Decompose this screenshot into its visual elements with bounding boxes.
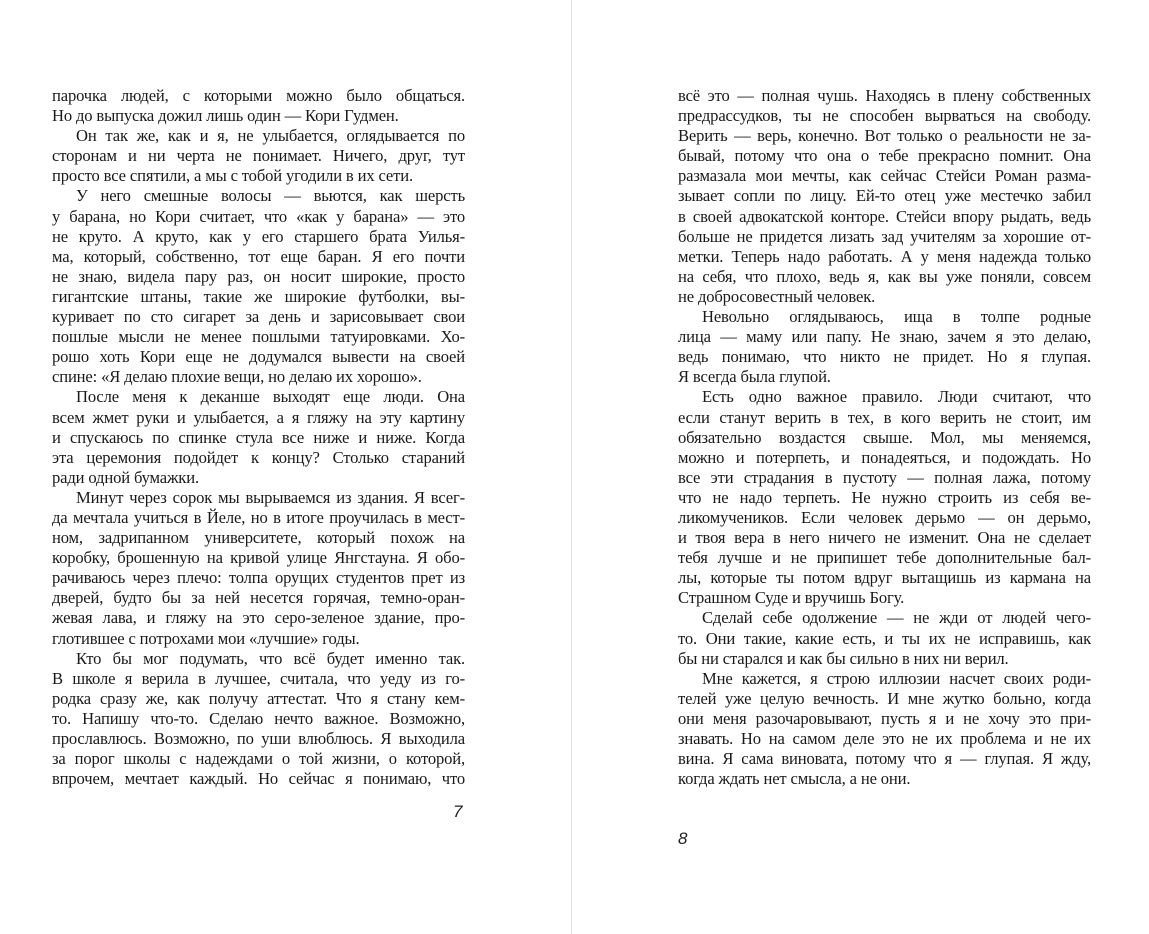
text-line: парочка людей, с которыми можно было общаться. <box>52 86 465 105</box>
text-line: Я всегда была глупой. <box>678 367 831 387</box>
paragraph <box>678 387 1091 608</box>
paragraph <box>52 86 465 126</box>
text-line: они меня разочаровывают, пусть я и не хочу это при- <box>678 708 1091 728</box>
paragraph <box>52 387 465 487</box>
right-page-text <box>678 86 1091 789</box>
text-line: В школе я верила в лучшее, считала, что уеду из го- <box>52 668 465 688</box>
text-line: бы ни старался и как бы сильно в них ни верил. <box>678 648 1009 668</box>
paragraph <box>52 126 465 186</box>
text-line: Кто бы мог подумать, что всё будет именно так. <box>76 648 465 668</box>
text-line: бывай, потому что она о тебе прекрасно помнит. Она <box>678 146 1091 166</box>
text-line: не добросовестный человек. <box>678 286 876 306</box>
text-line: что не надо терпеть. Не нужно строить из себя ве- <box>678 487 1091 507</box>
text-line: ради одной бумажки. <box>52 467 199 487</box>
text-line: в своей адвокатской конторе. Стейси впору рыдать, ведь <box>678 206 1091 226</box>
text-line: и спускаюсь по спинке стула все ниже и ниже. Когда <box>52 427 465 447</box>
text-line: рошо хоть Кори еще не додумался вывести на своей <box>52 347 465 367</box>
text-line: Страшном Суде и вручишь Богу. <box>678 588 905 608</box>
text-line: Мне кажется, я строю иллюзии насчет своих роди- <box>702 668 1091 688</box>
text-line: куривает по сто сигарет за день и зарисовывает свои <box>52 307 465 327</box>
text-line: просто все спятили, а мы с тобой угодили в их сети. <box>52 166 413 186</box>
text-line: эта церемония подойдет к концу? Столько стараний <box>52 447 465 467</box>
text-line: сторонам и ни черта не понимает. Ничего, друг, тут <box>52 146 465 166</box>
text-line: все эти страдания в пустоту — полная лажа, потому <box>678 467 1091 487</box>
text-line: рачиваюсь через плечо: толпа орущих студентов прет из <box>52 568 465 588</box>
text-line: Но до выпуска дожил лишь один — Кори Гудмен. <box>52 106 399 126</box>
left-page-text <box>52 86 465 789</box>
text-line: Есть одно важное правило. Люди считают, что <box>702 387 1091 407</box>
text-line: да мечтала учиться в Йеле, но в итоге проучилась в мест- <box>52 507 465 527</box>
text-line: дверей, будто бы за ней несется горячая, темно-оран- <box>52 588 465 608</box>
text-line: лы, которые ты потом вдруг вытащишь из кармана на <box>678 568 1091 588</box>
paragraph <box>678 86 1091 307</box>
paragraph <box>52 649 465 790</box>
text-line: и твоя вера в него ничего не изменит. Она не сделает <box>678 528 1091 548</box>
paragraph <box>678 608 1091 668</box>
text-line: если станут верить в тех, в кого верить не стоит, им <box>678 407 1091 427</box>
text-line: ма, который, собственно, тот еще баран. Я его почти <box>52 246 465 266</box>
text-line: тебя лучше и не припишет тебе дополнительные бал- <box>678 548 1091 568</box>
text-line: вина. Я сама виновата, потому что я — глупая. Я жду, <box>678 749 1091 769</box>
text-line: прославлюсь. Возможно, по уши влюблюсь. Я выходила <box>52 729 465 748</box>
paragraph <box>52 488 465 649</box>
text-line: метки. Теперь надо работать. А у меня надежда только <box>678 246 1091 266</box>
text-line: ведь понимаю, что никто не придет. Но я глупая. <box>678 347 1091 367</box>
page-number-left: 7 <box>453 802 463 821</box>
page-number-right: 8 <box>678 829 688 848</box>
text-line: больше не придется лизать зад учителям за хорошие от- <box>678 226 1091 246</box>
text-line: пошлые мысли не менее пошлыми татуировками. Хо- <box>52 327 465 347</box>
text-line: когда ждать нет смысла, а не они. <box>678 769 911 789</box>
text-line: родка сразу же, как получу аттестат. Что я стану кем- <box>52 688 465 708</box>
text-line: Невольно оглядываюсь, ища в толпе родные <box>702 307 1091 327</box>
text-line: коробку, брошенную на кривой улице Янгстауна. Я обо- <box>52 548 465 568</box>
text-line: всем жмет руки и улыбается, а я гляжу на эту картину <box>52 407 465 427</box>
book-spine <box>571 0 572 934</box>
text-line: ном, задрипанном университете, который похож на <box>52 528 465 548</box>
text-line: не знаю, видела пару раз, он носит широкие, просто <box>52 266 465 286</box>
text-line: на себя, что плохо, ведь я, как вы уже поняли, совсем <box>678 266 1091 286</box>
text-line: размазала мои мечты, как сейчас Стейси Роман разма- <box>678 166 1091 186</box>
text-line: зывает сопли по лицу. Ей-то отец уже местечко забил <box>678 186 1091 206</box>
text-line: можно и потерпеть, и понадеяться, и подождать. Но <box>678 447 1091 467</box>
text-line: жевая лава, и гляжу на это серо-зеленое здание, про- <box>52 608 465 628</box>
text-line: Верить — верь, конечно. Вот только о реальности не за- <box>678 126 1091 146</box>
text-line: то. Напишу что-то. Сделаю нечто важное. Возможно, <box>52 708 465 728</box>
text-line: всё это — полная чушь. Находясь в плену собственных <box>678 86 1091 105</box>
text-line: гигантские штаны, такие же широкие футболки, вы- <box>52 286 465 306</box>
text-line: спине: «Я делаю плохие вещи, но делаю их хорошо». <box>52 367 422 387</box>
text-line: у барана, но Кори считает, что «как у барана» — это <box>52 206 465 226</box>
text-line: то. Они такие, какие есть, и ты их не исправишь, как <box>678 628 1091 648</box>
text-line: телей уже целую вечность. И мне жутко больно, когда <box>678 688 1091 708</box>
text-line: Минут через сорок мы вырываемся из здания. Я всег- <box>76 487 465 507</box>
text-line: Он так же, как и я, не улыбается, оглядывается по <box>76 126 465 146</box>
text-line: После меня к деканше выходят еще люди. Она <box>76 387 465 407</box>
paragraph <box>52 186 465 387</box>
text-line: У него смешные волосы — вьются, как шерсть <box>76 186 465 206</box>
text-line: глотившее с потрохами мои «лучшие» годы. <box>52 628 360 648</box>
text-line: ликомучеников. Если человек дерьмо — он дерьмо, <box>678 507 1091 527</box>
text-line: Сделай себе одолжение — не жди от людей чего- <box>702 608 1091 628</box>
text-line: знавать. Но на самом деле это не их проблема и не их <box>678 729 1091 748</box>
paragraph <box>678 307 1091 387</box>
text-line: лица — маму или папу. Не знаю, зачем я это делаю, <box>678 327 1091 347</box>
paragraph <box>678 669 1091 790</box>
text-line: обязательно воздастся свыше. Мол, мы меняемся, <box>678 427 1091 447</box>
text-line: впрочем, мечтает каждый. Но сейчас я понимаю, что <box>52 769 465 789</box>
text-line: не круто. А круто, как у его старшего брата Уилья- <box>52 226 465 246</box>
text-line: предрассудков, ты не способен вырваться на свободу. <box>678 106 1091 126</box>
text-line: за порог школы с надеждами о той жизни, о которой, <box>52 749 465 769</box>
